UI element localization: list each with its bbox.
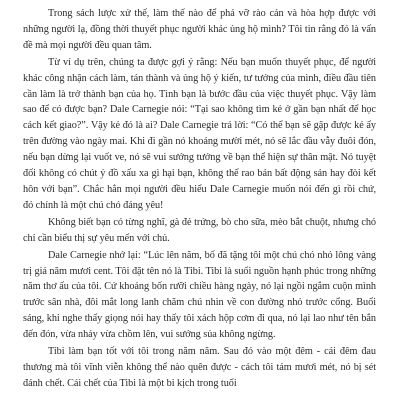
paragraph-3: Không biết bạn có từng nghĩ, gà đẻ trứng, bò cho sữa, mèo bắt chuột, nhưng chó chỉ cần biểu thị sự yêu mến với chủ.	[23, 216, 376, 244]
paragraph-2: Từ ví dụ trên, chúng ta được gợi ý rằng: Nếu bạn muốn thuyết phục, để người khác công nhận cách làm, tán thành và ủng hộ ý kiến, tư tưởng của mình, điều đầu tiên cần làm là trở thành bạn của họ. Tình bạn là bước đầu của việc thuyết phục. Vậy làm sao để có được bạn? Dale Carnegie nói: “Tại sao không tìm kẻ ở gần bạn nhất để học cách kết giao?”. Vậy kẻ đó là ai? Dale Carnegie trả lời: “Có thể bạn sẽ gặp được kẻ ấy trên đường vào ngày mai. Khi đi gần nó khoảng mười mét, nó sẽ lắc đầu vẫy đuôi đón, nếu bạn dừng lại vuốt ve, nó sẽ vui sướng tưởng về bạn thể hiện sự thân mật. Nó tuyệt đối không có chút ý đồ xấu xa gì hại bạn, không thể rao bán bất động sản hay đòi kết hôn với bạn”. Chắc hẳn mọi người đều hiểu Dale Carnegie muốn nói đến gì rồi chứ, đó chính là một chú chó đáng yêu!	[23, 56, 376, 211]
paragraph-5: Tibi làm bạn tốt với tôi trong năm năm. Sau đó vào một đêm - cái đêm đau thương mà tôi vĩnh viễn không thể nào quên được - cách tôi tám mươi mét, nó bị sét đánh chết. Cái chết của Tibi là một bi kịch trong tuổi	[23, 346, 376, 389]
paragraph-4: Dale Carnegie nhớ lại: “Lúc lên năm, bố đã tặng tôi một chú chó nhỏ lông vàng trị giá năm mươi cent. Tôi đặt tên nó là Tibi. Tibi là suối nguồn hạnh phúc trong những năm thơ ấu của tôi. Cứ khoảng bốn rưỡi chiều hàng ngày, nó lại ngồi ngắm cuộn mình trước sân nhà, đôi mắt long lanh chăm chú nhìn về con đường nhỏ trước cổng. Buổi sáng, khi nghe thấy giọng nói hay thấy tôi xách hộp cơm đi qua, nó lại lao như tên bắn đến đón, vừa nhảy vừa chồm lên, vui sướng sủa không ngừng.	[23, 249, 376, 341]
paragraph-1: Trong sách lược xử thế, làm thế nào để phá vỡ rào cản và hòa hợp được với những người lạ, đồng thời thuyết phục người khác ủng hộ mình? Tôi tin rằng đó là vấn đề mà mọi người đều quan tâm.	[23, 8, 376, 51]
